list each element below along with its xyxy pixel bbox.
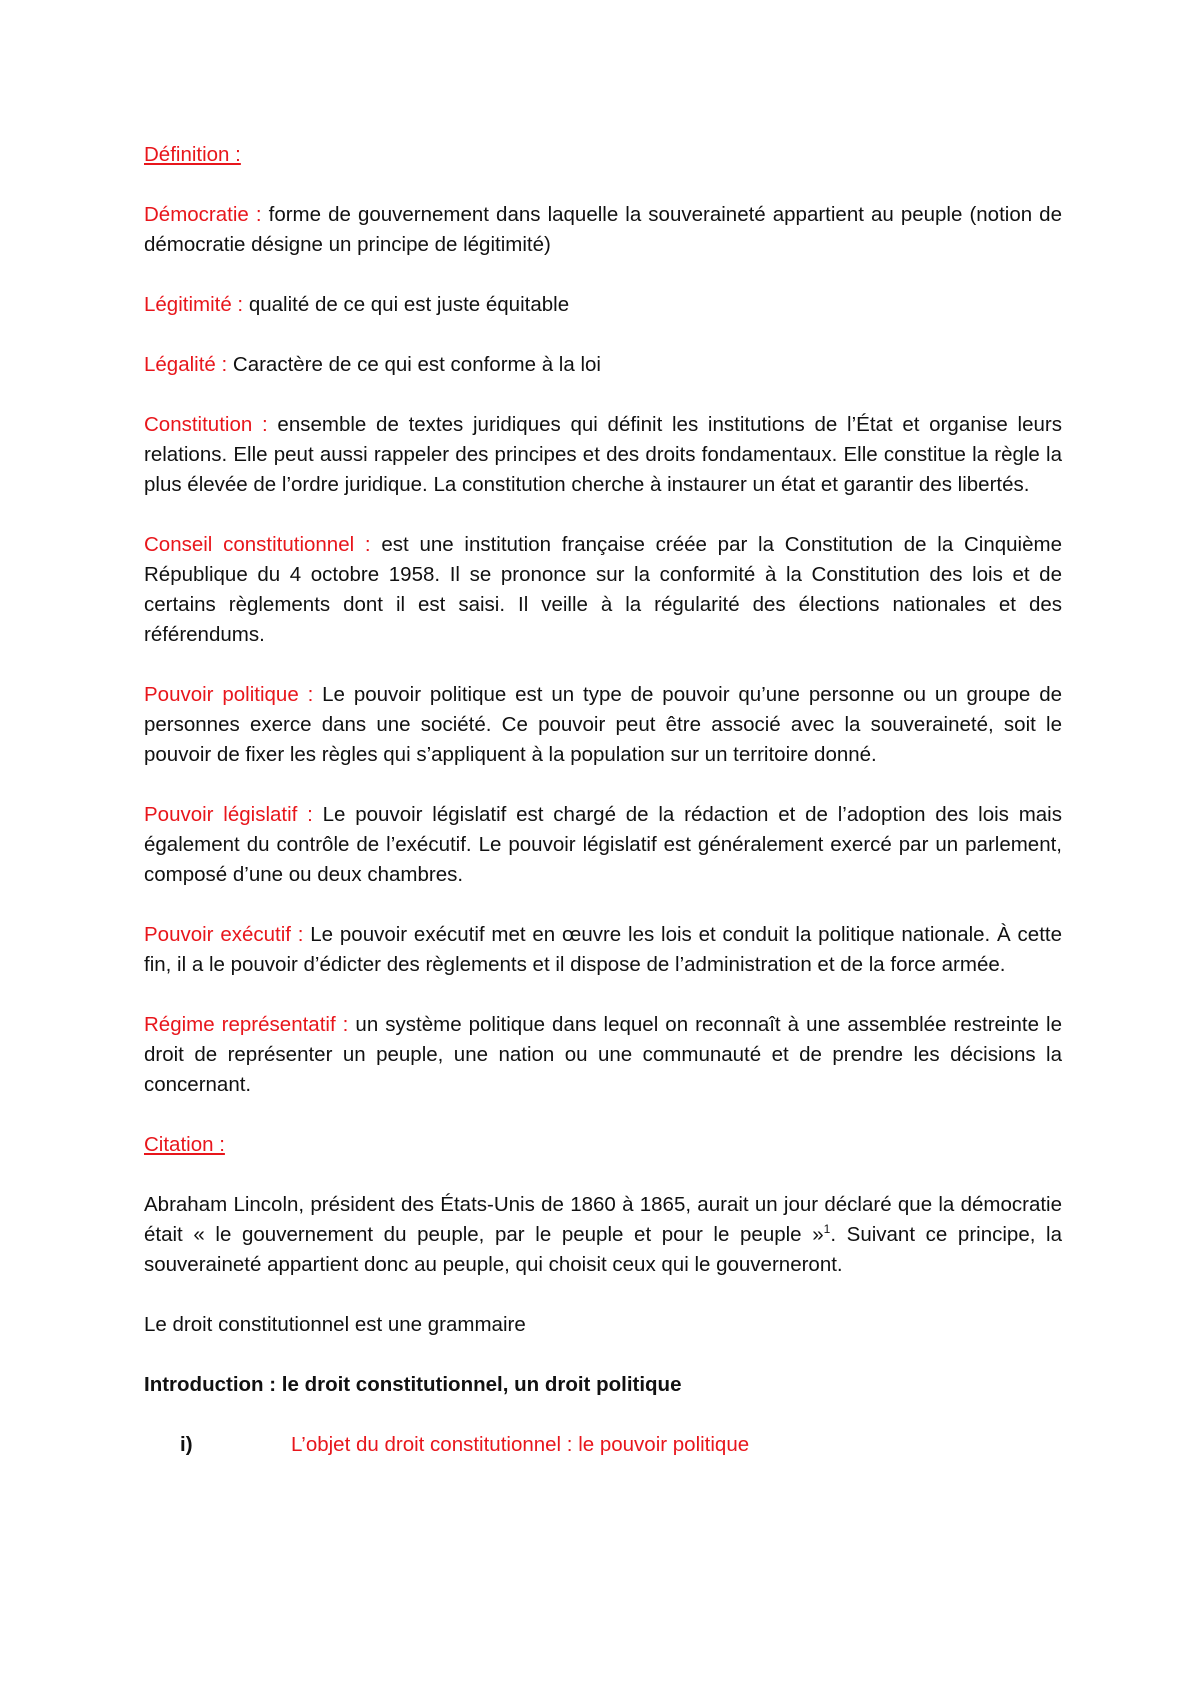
section-title: L’objet du droit constitutionnel : le pouvoir politique — [291, 1433, 750, 1456]
definition-term: Démocratie : — [144, 203, 262, 226]
definition-text: Le pouvoir législatif est chargé de la rédaction et de l’adoption des lois mais également du contrôle de l’exécutif. Le pouvoir législatif est généralement exercé par un parlement, composé d’une ou deux chambres. — [144, 803, 1062, 886]
definition-term: Légitimité : — [144, 293, 244, 316]
definition-text: est une institution française créée par la Constitution de la Cinquième République du 4 octobre 1958. Il se prononce sur la conformité à la Constitution des lois et de certains règlements dont il est saisi. Il veille à la régularité des élections nationales et des référendums. — [144, 533, 1062, 646]
definition-text: un système politique dans lequel on reconnaît à une assemblée restreinte le droit de représenter un peuple, une nation ou une communauté et de prendre les décisions la concernant. — [144, 1013, 1062, 1096]
definition-term: Régime représentatif : — [144, 1013, 349, 1036]
definition-text: ensemble de textes juridiques qui définit les institutions de l’État et organise leurs relations. Elle peut aussi rappeler des principes et des droits fondamentaux. Elle constitue la règle la plus élevée de l’ordre juridique. La constitution cherche à instaurer un état et garantir des libertés. — [144, 413, 1062, 496]
definition-text: Caractère de ce qui est conforme à la loi — [227, 353, 601, 376]
definitions-heading: Définition : — [144, 143, 241, 166]
definition-term: Pouvoir législatif : — [144, 803, 313, 826]
definition-pouvoir-executif — [144, 920, 1062, 980]
definition-conseil-constitutionnel — [144, 530, 1062, 650]
document-page — [144, 140, 1062, 1460]
definition-pouvoir-politique — [144, 680, 1062, 770]
definition-term: Pouvoir exécutif : — [144, 923, 304, 946]
definition-regime-representatif — [144, 1010, 1062, 1100]
citation-text-part2: . Suivant ce principe, la souveraineté appartient donc au peuple, qui choisit ceux qui le gouverneront. — [144, 1223, 1063, 1276]
definition-text: Le pouvoir politique est un type de pouvoir qu’une personne ou un groupe de personnes exerce dans une société. Ce pouvoir peut être associé avec la souveraineté, soit le pouvoir de fixer les règles qui s’appliquent à la population sur un territoire donné. — [144, 683, 1062, 766]
definition-term: Constitution : — [144, 413, 268, 436]
introduction-heading: Introduction : le droit constitutionnel, un droit politique — [144, 1373, 682, 1396]
definition-constitution — [144, 410, 1062, 500]
definition-text: qualité de ce qui est juste équitable — [243, 293, 570, 316]
definition-term: Pouvoir politique : — [144, 683, 314, 706]
section-heading — [144, 1430, 1062, 1460]
citation-text-part1: Abraham Lincoln, président des États-Unis de 1860 à 1865, aurait un jour déclaré que la démocratie était « le gouvernement du peuple, par le peuple et pour le peuple » — [144, 1193, 1062, 1246]
definition-text: Le pouvoir exécutif met en œuvre les lois et conduit la politique nationale. À cette fin, il a le pouvoir d’édicter des règlements et il dispose de l’administration et de la force armée. — [144, 923, 1062, 976]
footnote-reference: 1 — [823, 1222, 831, 1237]
definition-term: Légalité : — [144, 353, 228, 376]
definition-text: forme de gouvernement dans laquelle la souveraineté appartient au peuple (notion de démocratie désigne un principe de légitimité) — [144, 203, 1062, 256]
citation-paragraph — [144, 1190, 1062, 1280]
definition-legitimite — [144, 290, 1062, 320]
grammar-statement: Le droit constitutionnel est une grammaire — [144, 1313, 526, 1336]
citation-heading: Citation : — [144, 1133, 225, 1156]
definition-legalite — [144, 350, 1062, 380]
definition-term: Conseil constitutionnel : — [144, 533, 371, 556]
definition-democratie — [144, 200, 1062, 260]
section-number: i) — [180, 1433, 193, 1456]
definition-pouvoir-legislatif — [144, 800, 1062, 890]
